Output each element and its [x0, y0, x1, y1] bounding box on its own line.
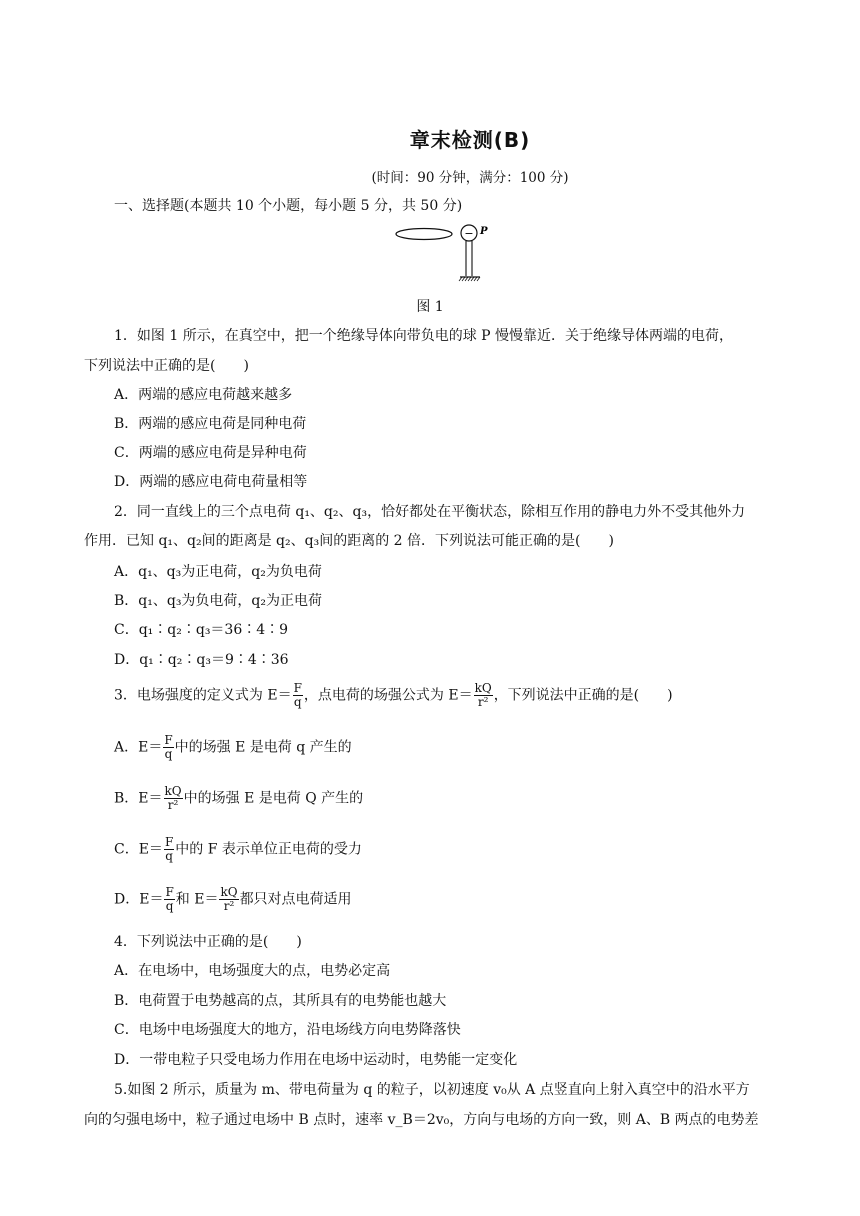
q3-option-d: D．E＝ $\frac{F}{q}$ 和 E＝ $\frac{kQ}{\text{r²}}$ 都只对点电荷适用 [114, 885, 352, 913]
q1-stem-line2: 下列说法中正确的是( ) [84, 358, 249, 374]
q5-stem-line2: 向的匀强电场中，粒子通过电场中 B 点时，速率 v_B＝2v₀，方向与电场的方向一致，则 A、B 两点的电势差 [84, 1112, 759, 1128]
q5-stem-line1: 5.如图 2 所示，质量为 m、带电荷量为 q 的粒子，以初速度 v₀从 A 点竖直向上射入真空中的沿水平方 [114, 1082, 750, 1098]
q1-option-c: C．两端的感应电荷是异种电荷 [114, 445, 307, 461]
q1-option-b: B．两端的感应电荷是同种电荷 [114, 416, 307, 432]
formula-f-over-q: $\frac{F}{q}$ [293, 681, 302, 709]
figure-1-diagram [394, 222, 506, 282]
q4-stem: 4．下列说法中正确的是( ) [114, 934, 302, 950]
q2-option-a: A．q₁、q₃为正电荷，q₂为负电荷 [114, 564, 322, 580]
q3-option-b: B．E＝ $\frac{kQ}{\text{r²}}$ 中的场强 E 是电荷 Q 产生的 [114, 784, 364, 812]
minus-label: − [464, 227, 474, 240]
q4-option-c: C．电场中电场强度大的地方，沿电场线方向电势降落快 [114, 1022, 461, 1038]
q3-option-c: C．E＝ $\frac{F}{q}$ 中的 F 表示单位正电荷的受力 [114, 835, 362, 863]
q1-option-a: A．两端的感应电荷越来越多 [114, 387, 293, 403]
q4-option-b: B．电荷置于电势越高的点，其所具有的电势能也越大 [114, 993, 447, 1009]
insulated-conductor [396, 229, 452, 240]
page-title: 章末检测(B) [409, 128, 531, 152]
q1-option-d: D．两端的感应电荷电荷量相等 [114, 474, 308, 490]
section-heading: 一、选择题(本题共 10 个小题，每小题 5 分，共 50 分) [114, 198, 463, 214]
figure-1-caption: 图 1 [416, 299, 444, 315]
q2-option-b: B．q₁、q₃为负电荷，q₂为正电荷 [114, 593, 323, 609]
q4-option-a: A．在电场中，电场强度大的点，电势必定高 [114, 963, 391, 979]
q2-stem-line2: 作用．已知 q₁、q₂间的距离是 q₂、q₃间的距离的 2 倍．下列说法可能正确的是( ) [84, 533, 614, 549]
exam-info: (时间：90 分钟，满分：100 分) [371, 170, 569, 186]
q2-option-d: D．q₁∶q₂∶q₃＝9∶4∶36 [114, 652, 289, 668]
q4-option-d: D．一带电粒子只受电场力作用在电场中运动时，电势能一定变化 [114, 1052, 518, 1068]
q2-stem-line1: 2．同一直线上的三个点电荷 q₁、q₂、q₃，恰好都处在平衡状态，除相互作用的静电力外不受其他外力 [114, 504, 746, 520]
q2-option-c: C．q₁∶q₂∶q₃＝36∶4∶9 [114, 622, 289, 638]
q3-stem: 3．电场强度的定义式为 E＝ $\frac{F}{q}$ ，点电荷的场强公式为 E＝ $\frac{kQ}{\text{r²}}$ ，下列说法中正确的是( ) [114, 681, 673, 709]
q3-option-a: A．E＝ $\frac{F}{q}$ 中的场强 E 是电荷 q 产生的 [114, 733, 352, 761]
p-label: P [480, 226, 488, 237]
q1-stem-line1: 1．如图 1 所示，在真空中，把一个绝缘导体向带负电的球 P 慢慢靠近．关于绝缘导体两端的电荷， [114, 328, 734, 344]
formula-kq-over-r2: $\frac{kQ}{\text{r²}}$ [474, 681, 492, 709]
